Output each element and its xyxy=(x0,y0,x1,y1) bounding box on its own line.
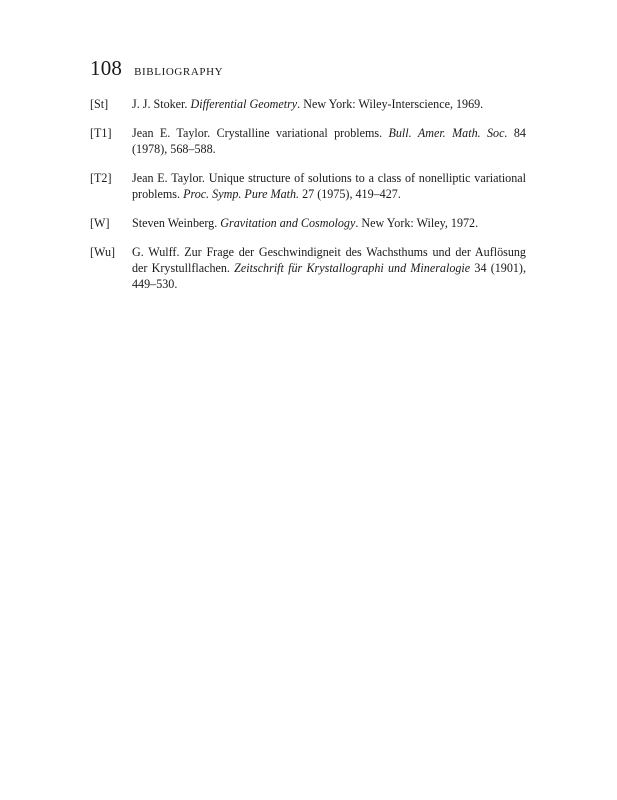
citation-title: Differential Geometry xyxy=(190,97,298,111)
citation-journal: Bull. Amer. Math. Soc. xyxy=(388,126,508,140)
citation-key: [W] xyxy=(90,216,110,230)
citation-publication: 84 (1978), 568–588. xyxy=(132,126,526,156)
citation-author: Jean E. Taylor. xyxy=(132,126,211,140)
citation-author: G. Wulff. xyxy=(132,245,180,259)
citation-text xyxy=(132,244,526,292)
running-title: BIBLIOGRAPHY xyxy=(134,66,224,78)
citation-author: Steven Weinberg. xyxy=(132,216,218,230)
citation-journal: Proc. Symp. Pure Math. xyxy=(183,187,300,201)
citation-publication: 34 (1901), 449–530. xyxy=(132,261,526,291)
bibliography-entry-wu xyxy=(90,244,526,292)
citation-article-title: Zur Frage der Geschwindigneit des Wachsthums und der Auflösung der Krystullflachen. xyxy=(132,245,526,275)
citation-article-title: Crystalline variational problems. xyxy=(216,126,383,140)
citation-publication: 27 (1975), 419–427. xyxy=(302,187,401,201)
bibliography-entry-t2 xyxy=(90,170,526,202)
citation-text xyxy=(132,96,526,112)
bibliography-entry-st xyxy=(90,96,526,112)
page-number: 108 xyxy=(90,56,123,80)
citation-author: J. J. Stoker. xyxy=(132,97,188,111)
citation-key: [Wu] xyxy=(90,245,116,259)
citation-journal: Zeitschrift für Krystallographi und Mineralogie xyxy=(234,261,471,275)
citation-text xyxy=(132,215,526,231)
citation-publication: . New York: Wiley-Interscience, 1969. xyxy=(297,97,484,111)
bibliography-list xyxy=(90,96,526,305)
running-head xyxy=(90,56,223,86)
citation-publication: . New York: Wiley, 1972. xyxy=(355,216,479,230)
citation-title: Gravitation and Cosmology xyxy=(220,216,356,230)
citation-key: [T1] xyxy=(90,126,112,140)
citation-key: [T2] xyxy=(90,171,112,185)
bibliography-entry-t1 xyxy=(90,125,526,157)
citation-text xyxy=(132,170,526,202)
citation-article-title: Unique structure of solutions to a class of nonelliptic variational problems. xyxy=(132,171,526,201)
bibliography-entry-w xyxy=(90,215,526,231)
citation-key: [St] xyxy=(90,97,109,111)
citation-text xyxy=(132,125,526,157)
citation-author: Jean E. Taylor. xyxy=(132,171,205,185)
